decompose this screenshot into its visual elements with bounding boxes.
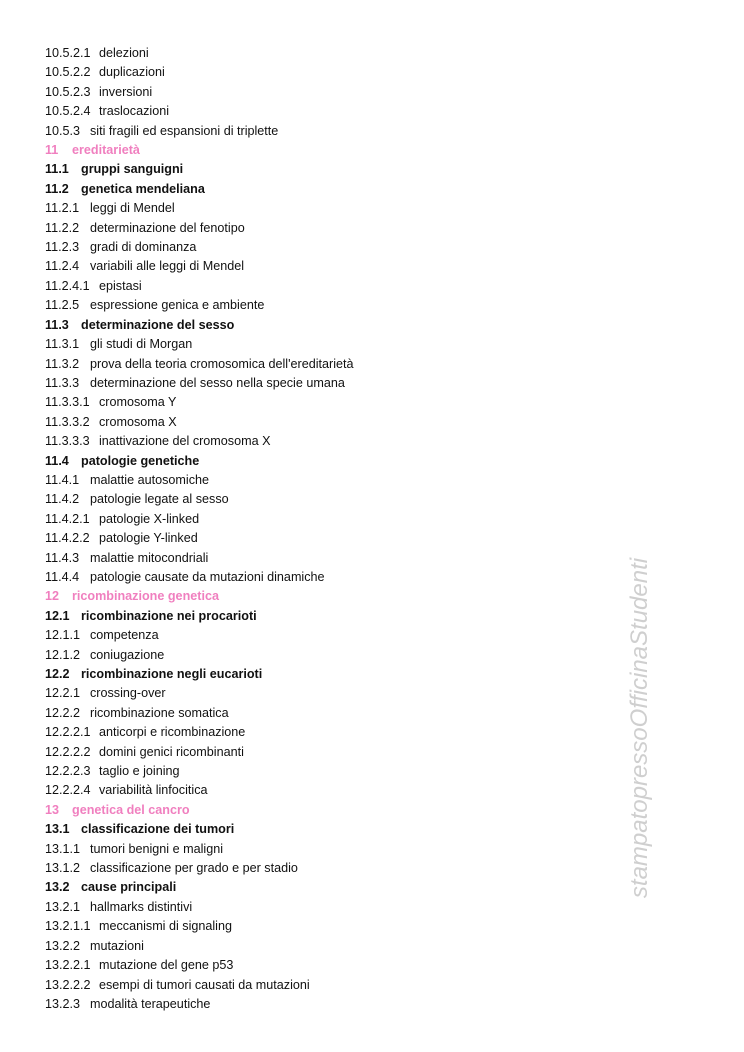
toc-entry-title: prova della teoria cromosomica dell'ereditarietà	[90, 356, 354, 371]
toc-entry-title: crossing-over	[90, 686, 166, 701]
toc-entry-title: determinazione del sesso	[81, 317, 235, 332]
toc-chapter	[45, 801, 354, 820]
toc-entry-title: gradi di dominanza	[90, 240, 197, 255]
toc-entry	[45, 976, 354, 995]
toc-entry	[45, 917, 354, 936]
toc-entry-number: 12.2.2.2	[45, 744, 91, 759]
toc-entry-number: 11.3.1	[45, 337, 80, 352]
toc-entry-title: classificazione dei tumori	[81, 822, 235, 837]
toc-entry-number: 11	[45, 143, 59, 158]
toc-entry	[45, 626, 354, 645]
toc-entry-number: 10.5.2.3	[45, 84, 91, 99]
toc-entry	[45, 219, 354, 238]
toc-entry-number: 11.3.2	[45, 356, 80, 371]
toc-entry	[45, 413, 354, 432]
toc-entry-title: inversioni	[99, 84, 153, 99]
toc-entry	[45, 607, 354, 626]
toc-entry	[45, 432, 354, 451]
toc-entry-number: 13.1.2	[45, 861, 81, 876]
toc-entry	[45, 160, 354, 179]
toc-entry-title: cause principali	[81, 880, 177, 895]
toc-entry-title: inattivazione del cromosoma X	[99, 434, 271, 449]
toc-entry-title: ricombinazione negli eucarioti	[81, 667, 263, 681]
toc-entry-title: traslocazioni	[99, 104, 169, 119]
toc-entry-number: 11.2.2	[45, 220, 80, 235]
toc-entry-number: 10.5.2.4	[45, 104, 91, 119]
toc-entry-number: 13.1	[45, 822, 70, 837]
toc-entry	[45, 781, 354, 800]
toc-entry-number: 10.5.2.2	[45, 65, 91, 80]
toc-entry	[45, 374, 354, 393]
toc-entry-number: 12	[45, 589, 60, 604]
toc-entry	[45, 102, 354, 121]
toc-entry	[45, 296, 354, 315]
toc-entry-number: 13.1.1	[45, 841, 81, 856]
toc-entry-number: 13.2.1	[45, 899, 81, 914]
toc-entry-number: 13.2.1.1	[45, 919, 91, 934]
toc-entry-number: 11.4.1	[45, 472, 80, 487]
toc-entry-title: variabilità linfocitica	[99, 783, 208, 798]
toc-entry-title: delezioni	[99, 46, 149, 60]
watermark: stampatopressoOfficinaStudenti	[626, 557, 653, 899]
toc-entry-title: leggi di Mendel	[90, 201, 175, 216]
toc-entry	[45, 723, 354, 742]
toc-entry-title: espressione genica e ambiente	[90, 298, 265, 313]
toc-entry	[45, 840, 354, 859]
toc-entry-number: 11.2.4.1	[45, 278, 90, 293]
toc-entry	[45, 743, 354, 762]
toc-entry-number: 10.5.3	[45, 123, 81, 138]
toc-entry-number: 11.2.5	[45, 298, 80, 313]
toc-entry-title: modalità terapeutiche	[90, 996, 211, 1011]
toc-entry-number: 12.2.2.1	[45, 725, 91, 740]
toc-entry-number: 11.3.3	[45, 375, 80, 390]
table-of-contents	[45, 44, 354, 1014]
toc-entry	[45, 257, 354, 276]
toc-entry	[45, 898, 354, 917]
toc-entry-number: 11.2.3	[45, 240, 80, 255]
toc-entry-number: 11.3.3.1	[45, 395, 90, 410]
toc-entry-title: ricombinazione somatica	[90, 705, 229, 720]
toc-entry-number: 11.4.4	[45, 569, 80, 584]
toc-chapter	[45, 141, 354, 160]
toc-entry-title: duplicazioni	[99, 65, 165, 80]
toc-entry-title: ricombinazione nei procarioti	[81, 608, 257, 623]
toc-entry-number: 11.3.3.2	[45, 414, 90, 429]
toc-entry-title: patologie X-linked	[99, 511, 200, 526]
toc-entry-number: 13.2	[45, 880, 70, 895]
toc-entry-number: 11.2.4	[45, 259, 80, 274]
toc-entry-number: 12.2.2	[45, 705, 81, 720]
toc-entry-number: 11.3.3.3	[45, 434, 90, 449]
toc-entry	[45, 684, 354, 703]
toc-entry-title: determinazione del fenotipo	[90, 220, 245, 235]
toc-entry-number: 12.1.1	[45, 628, 81, 643]
toc-entry-title: meccanismi di signaling	[99, 919, 232, 934]
toc-entry-title: competenza	[90, 628, 159, 643]
toc-entry-title: determinazione del sesso nella specie umana	[90, 375, 345, 390]
toc-entry	[45, 471, 354, 490]
toc-entry	[45, 549, 354, 568]
toc-entry-title: patologie genetiche	[81, 453, 200, 468]
toc-entry-title: genetica mendeliana	[81, 181, 205, 196]
toc-entry-title: siti fragili ed espansioni di triplette	[90, 123, 279, 138]
toc-entry	[45, 665, 354, 684]
toc-entry	[45, 277, 354, 296]
toc-entry-title: domini genici ricombinanti	[99, 744, 244, 759]
toc-entry	[45, 820, 354, 839]
toc-entry-title: hallmarks distintivi	[90, 899, 193, 914]
toc-entry-title: malattie mitocondriali	[90, 550, 209, 565]
toc-entry-title: variabili alle leggi di Mendel	[90, 259, 245, 274]
toc-entry-number: 12.2.2.4	[45, 783, 91, 798]
toc-entry-title: gli studi di Morgan	[90, 337, 193, 352]
toc-entry-title: classificazione per grado e per stadio	[90, 861, 298, 876]
toc-entry-number: 12.1.2	[45, 647, 81, 662]
toc-entry-number: 11.4.2	[45, 492, 80, 507]
toc-entry-number: 11.4.2.2	[45, 531, 90, 546]
toc-entry	[45, 44, 354, 63]
toc-entry-number: 13.2.3	[45, 996, 81, 1011]
toc-entry-number: 11.4.3	[45, 550, 80, 565]
toc-entry	[45, 995, 354, 1014]
toc-entry	[45, 122, 354, 141]
toc-chapter	[45, 587, 354, 606]
toc-entry	[45, 529, 354, 548]
toc-entry	[45, 490, 354, 509]
toc-entry-title: mutazione del gene p53	[99, 958, 234, 973]
toc-entry-number: 11.2	[45, 181, 69, 196]
toc-entry-title: patologie Y-linked	[99, 531, 198, 546]
toc-entry-number: 12.2	[45, 667, 70, 681]
toc-entry	[45, 859, 354, 878]
toc-entry	[45, 762, 354, 781]
toc-entry-title: ricombinazione genetica	[72, 589, 219, 604]
toc-entry-title: cromosoma X	[99, 414, 177, 429]
toc-entry-number: 11.4	[45, 453, 69, 468]
toc-entry-title: ereditarietà	[72, 143, 140, 158]
toc-entry	[45, 83, 354, 102]
toc-entry	[45, 180, 354, 199]
toc-entry	[45, 355, 354, 374]
toc-entry	[45, 199, 354, 218]
toc-entry-title: epistasi	[99, 278, 142, 293]
toc-entry-title: gruppi sanguigni	[81, 162, 184, 177]
toc-entry-number: 13.2.2.1	[45, 958, 91, 973]
toc-entry-title: cromosoma Y	[99, 395, 177, 410]
toc-entry-number: 11.2.1	[45, 201, 80, 216]
toc-entry	[45, 452, 354, 471]
toc-entry-number: 13	[45, 802, 60, 817]
toc-entry	[45, 646, 354, 665]
toc-entry	[45, 568, 354, 587]
toc-entry-number: 10.5.2.1	[45, 46, 91, 60]
toc-entry	[45, 937, 354, 956]
toc-entry	[45, 238, 354, 257]
toc-entry-title: malattie autosomiche	[90, 472, 210, 487]
toc-entry-number: 13.2.2.2	[45, 977, 91, 992]
toc-entry-title: anticorpi e ricombinazione	[99, 725, 246, 740]
toc-entry-title: genetica del cancro	[72, 802, 190, 817]
toc-entry-number: 13.2.2	[45, 938, 81, 953]
toc-entry-title: taglio e joining	[99, 764, 180, 779]
toc-entry-title: tumori benigni e maligni	[90, 841, 224, 856]
toc-entry	[45, 510, 354, 529]
toc-entry	[45, 878, 354, 897]
toc-entry-title: patologie causate da mutazioni dinamiche	[90, 569, 325, 584]
toc-entry-number: 11.4.2.1	[45, 511, 90, 526]
toc-entry-title: coniugazione	[90, 647, 165, 662]
toc-entry	[45, 335, 354, 354]
toc-entry-title: esempi di tumori causati da mutazioni	[99, 977, 310, 992]
toc-entry-number: 12.2.2.3	[45, 764, 91, 779]
toc-entry-title: patologie legate al sesso	[90, 492, 229, 507]
toc-entry	[45, 956, 354, 975]
toc-entry-number: 11.3	[45, 317, 69, 332]
toc-entry-number: 12.2.1	[45, 686, 81, 701]
toc-entry	[45, 316, 354, 335]
toc-entry-number: 12.1	[45, 608, 70, 623]
toc-entry-title: mutazioni	[90, 938, 144, 953]
toc-entry	[45, 63, 354, 82]
toc-entry	[45, 393, 354, 412]
toc-entry-number: 11.1	[45, 162, 69, 177]
toc-entry	[45, 704, 354, 723]
